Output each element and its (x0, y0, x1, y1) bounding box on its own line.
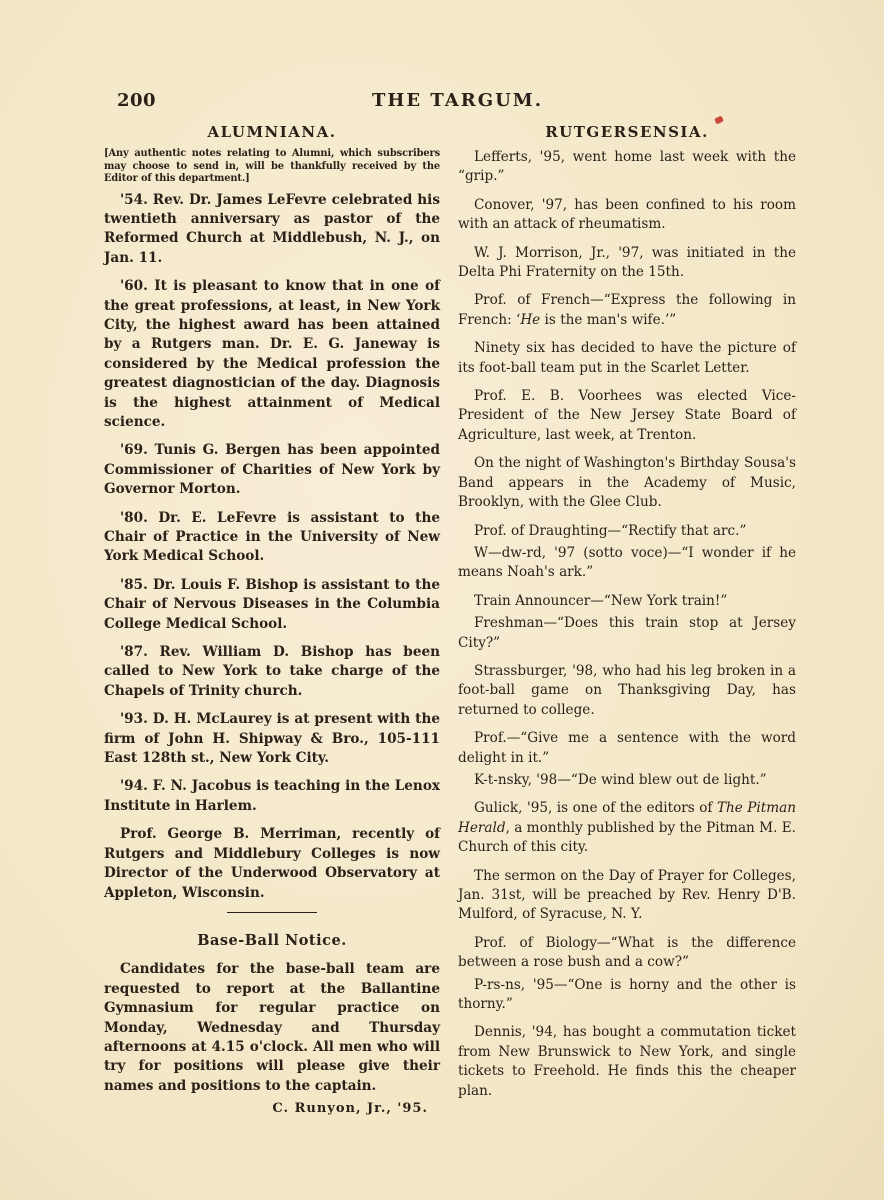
news-entry: Conover, '97, has been confined to his room with an attack of rheumatism. (458, 196, 796, 233)
running-head: THE TARGUM. (372, 90, 543, 111)
news-entry-train-reply: Freshman—“Does this train stop at Jersey City?” (458, 615, 796, 651)
baseball-body: Candidates for the base-ball team are requested to report at the Ballantine Gymnasium for regular practice on Monday, Wednesday and Thursday afternoons at 4.15 o'clock. All men who will try for positions will please give their names and positions to the captain. (104, 961, 440, 1094)
page-number: 200 (117, 90, 157, 111)
news-entry-gulick (458, 799, 796, 857)
french-suffix: is the man's wife.’” (540, 311, 677, 328)
alumni-entry: '87. Rev. William D. Bishop has been called to New York to take charge of the Chapels of Trinity church. (104, 644, 440, 699)
news-entry-sentence: Prof.—“Give me a sentence with the word delight in it.” (458, 730, 796, 766)
alumni-entry: Prof. George B. Merriman, recently of Rutgers and Middlebury Colleges is now Director of the Underwood Observatory at Appleton, Wisconsin. (104, 826, 440, 901)
section-divider (227, 912, 317, 913)
news-entry-sentence-reply: K-t-nsky, '98—“De wind blew out de light.” (474, 771, 767, 788)
news-entry-draughting: Prof. of Draughting—“Rectify that arc.” (474, 522, 747, 539)
rutgersensia-title: RUTGERSENSIA. (545, 123, 709, 141)
alumni-entry: '69. Tunis G. Bergen has been appointed Commissioner of Charities of New York by Governor Morton. (104, 442, 440, 498)
alumni-entry: '54. Rev. Dr. James LeFevre celebrated his twentieth anniversary as pastor of the Reformed Church at Middlebush, N. J., on Jan. 11. (104, 191, 440, 266)
alumniana-note: [Any authentic notes relating to Alumni, which subscribers may choose to send in, will be thankfully received by the Editor of this department.] (104, 148, 440, 184)
news-entry-french (458, 291, 796, 330)
news-entry: Ninety six has decided to have the picture of its foot-ball team put in the Scarlet Letter. (458, 340, 796, 376)
news-entry: Strassburger, '98, who had his leg broken in a foot-ball game on Thanksgiving Day, has returned to college. (458, 662, 796, 718)
gulick-prefix: Gulick, '95, is one of the editors of (474, 800, 717, 817)
news-entry: Dennis, '94, has bought a commutation ticket from New Brunswick to New York, and single tickets to Freehold. He finds this the cheaper plan. (458, 1024, 796, 1099)
left-column (104, 122, 440, 1119)
news-entry: Lefferts, '95, went home last week with the “grip.” (458, 149, 796, 185)
news-entry-biology-reply: P-rs-ns, '95—“One is horny and the other is thorny.” (458, 976, 796, 1013)
news-entry-draughting-reply: W—dw-rd, '97 (sotto voce)—“I wonder if he means Noah's ark.” (458, 544, 796, 581)
news-entry: On the night of Washington's Birthday Sousa's Band appears in the Academy of Music, Brooklyn, with the Glee Club. (458, 455, 796, 511)
right-column (458, 122, 796, 1110)
gulick-suffix: , a monthly published by the Pitman M. E. Church of this city. (458, 819, 796, 856)
alumni-entry: '94. F. N. Jacobus is teaching in the Lenox Institute in Harlem. (104, 778, 440, 814)
baseball-title: Base-Ball Notice. (197, 931, 347, 949)
news-entry-biology: Prof. of Biology—“What is the difference between a rose bush and a cow?” (458, 934, 796, 971)
news-entry-train: Train Announcer—“New York train!” (474, 592, 728, 609)
alumni-entry: '93. D. H. McLaurey is at present with the firm of John H. Shipway & Bro., 105-111 East 128th st., New York City. (104, 711, 440, 767)
news-entry: The sermon on the Day of Prayer for Colleges, Jan. 31st, will be preached by Rev. Henry D'B. Mulford, of Syracuse, N. Y. (458, 867, 796, 923)
news-entry: W. J. Morrison, Jr., '97, was initiated in the Delta Phi Fraternity on the 15th. (458, 244, 796, 281)
french-prefix: Prof. of French—“Express the following in French: ‘ (458, 292, 796, 328)
news-entry: Prof. E. B. Voorhees was elected Vice-President of the New Jersey State Board of Agriculture, last week, at Trenton. (458, 388, 796, 443)
french-italic: He (520, 311, 541, 328)
page-header (117, 90, 837, 112)
alumni-entry: '60. It is pleasant to know that in one of the great professions, at least, in New York City, the highest award has been attained by a Rutgers man. Dr. E. G. Janeway is considered by the Medical profession the greatest diagnostician of the day. Diagnosis is the highest attainment of Medical science. (104, 278, 440, 430)
alumniana-title: ALUMNIANA. (207, 123, 337, 141)
alumni-entry: '85. Dr. Louis F. Bishop is assistant to the Chair of Nervous Diseases in the Columbia College Medical School. (104, 576, 440, 632)
gulick-italic: The Pitman Herald (458, 800, 796, 836)
alumni-entry: '80. Dr. E. LeFevre is assistant to the Chair of Practice in the University of New York Medical School. (104, 509, 440, 565)
baseball-signature: C. Runyon, Jr., '95. (272, 1101, 428, 1117)
